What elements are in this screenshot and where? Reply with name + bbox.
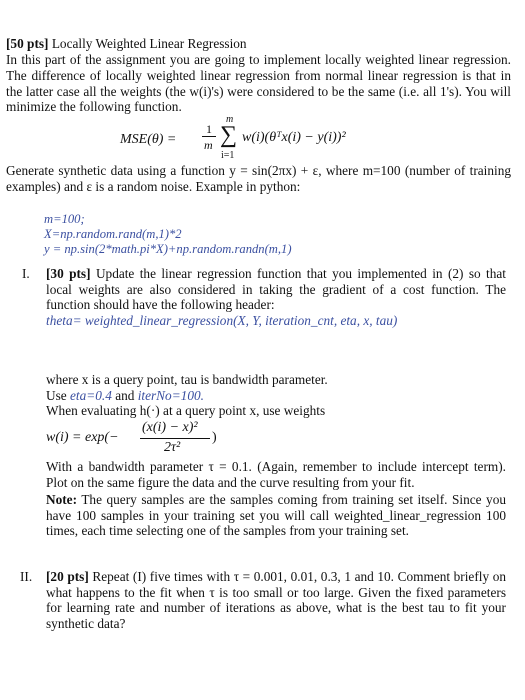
use-prefix: Use <box>46 387 67 403</box>
params-line <box>46 388 506 404</box>
part2-points: [20 pts] <box>46 569 89 584</box>
section-title <box>6 36 511 52</box>
mse-body: w(i)(θᵀx(i) − y(i))² <box>242 130 346 145</box>
weight-den: 2τ² <box>164 440 181 455</box>
intro-paragraph: In this part of the assignment you are going to implement locally weighted linear regression. The difference of locally weighted linear regression from normal linear regression is that in the latter case all the weights (the w(i)'s) were considered to be the same (i.e. all 1's). You will minimize the following function. <box>6 52 511 115</box>
weight-formula <box>46 420 266 460</box>
mse-lhs: MSE(θ) = <box>120 132 177 147</box>
iter-value: iterNo=100. <box>137 387 204 403</box>
part1-text: Update the linear regression function that you implemented in (2) so that local weights are also considered in taking the gradient of a cost function. The function should have the following header: <box>46 266 506 313</box>
sum-sign: ∑ <box>220 122 238 148</box>
bandwidth-paragraph: With a bandwidth parameter τ = 0.1. (Again, remember to include intercept term). Plot on the same figure the data and the curve resulting from your fit. <box>46 459 506 490</box>
part1-details <box>46 372 506 419</box>
mse-frac-den: m <box>204 138 213 152</box>
weight-lhs: w(i) = exp(− <box>46 430 119 445</box>
part2-text: Repeat (I) five times with τ = 0.001, 0.01, 0.3, 1 and 10. Comment briefly on what happens to the fit when τ is too small or too large. Given the fixed parameters for learning rate and number of iterations as above, what is the best tau to fit your synthetic data? <box>46 569 507 631</box>
function-header: theta= weighted_linear_regression(X, Y, iteration_cnt, eta, x, tau) <box>46 312 398 328</box>
part2-paragraph <box>46 569 506 631</box>
mse-formula <box>120 114 380 162</box>
note-text: The query samples are the samples coming from training set itself. Since you have 100 samples in your training set you will call weighted_linear_regression 100 times, each time selecting one of the samples from your training set. <box>46 492 506 539</box>
mse-frac-num: 1 <box>206 122 212 136</box>
part1-paragraph <box>46 266 506 328</box>
code-block <box>44 212 292 257</box>
part2-label: II. <box>20 569 33 584</box>
part1-points: [30 pts] <box>46 266 91 281</box>
weight-close: ) <box>212 430 217 445</box>
and-word: and <box>115 387 135 403</box>
query-point-line: where x is a query point, tau is bandwidth parameter. <box>46 372 328 387</box>
code-line: X=np.random.rand(m,1)*2 <box>44 227 182 241</box>
code-line: m=100; <box>44 212 85 226</box>
title-text: Locally Weighted Linear Regression <box>51 36 247 51</box>
weight-num: (x(i) − x)² <box>142 420 198 435</box>
mse-frac-bar <box>202 136 216 137</box>
weight-frac-bar <box>140 438 210 439</box>
note-label: Note: <box>46 492 78 507</box>
note-paragraph <box>46 492 506 539</box>
code-line: y = np.sin(2*math.pi*X)+np.random.randn(m,1) <box>44 242 292 256</box>
weights-intro: When evaluating h(·) at a query point x, use weights <box>46 403 326 419</box>
sum-bottom: i=1 <box>221 150 235 161</box>
part1-label: I. <box>22 266 30 281</box>
points-label: [50 pts] <box>6 36 49 51</box>
synthetic-paragraph: Generate synthetic data using a function y = sin(2πx) + ε, where m=100 (number of training examples) and ε is a random noise. Example in python: <box>6 163 511 194</box>
eta-value: eta=0.4 <box>70 387 112 403</box>
sum-top: m <box>226 114 234 125</box>
